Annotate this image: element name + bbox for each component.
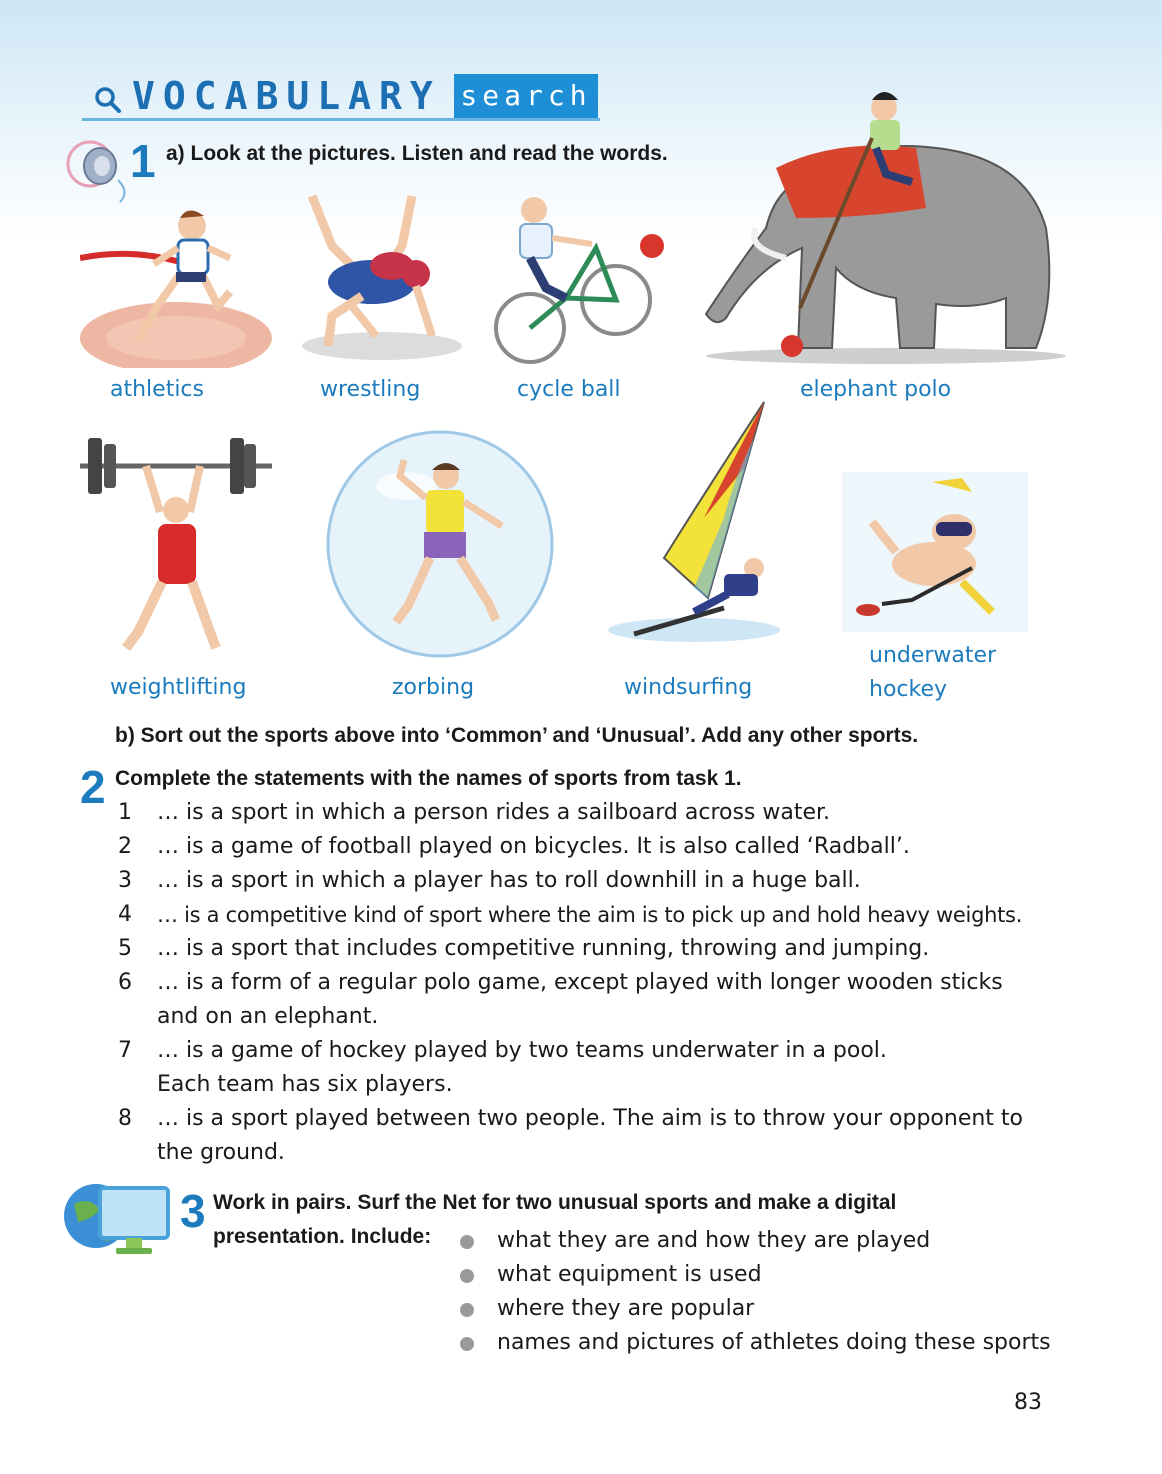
vocabulary-header xyxy=(82,72,602,120)
search-tag: search xyxy=(454,74,598,118)
windsurfing-picture xyxy=(604,398,790,646)
page-number: 83 xyxy=(1014,1390,1042,1415)
athletics-picture xyxy=(80,188,272,368)
task-1-instruction-a: a) Look at the pictures. Listen and read the words. xyxy=(166,142,668,165)
task-3-instruction-line2: presentation. Include: xyxy=(213,1225,432,1248)
statement-number: 6 xyxy=(118,970,132,995)
bullet-text: names and pictures of athletes doing these sports xyxy=(497,1330,1051,1355)
zorbing-picture xyxy=(312,426,568,664)
label-wrestling: wrestling xyxy=(320,377,421,402)
statement-number: 1 xyxy=(118,800,132,825)
task-2-instruction: Complete the statements with the names of sports from task 1. xyxy=(115,767,742,790)
search-icon xyxy=(94,86,122,114)
statement-text: the ground. xyxy=(157,1140,285,1165)
label-underwater-hockey-line1: underwater xyxy=(869,643,997,668)
statement-text: and on an elephant. xyxy=(157,1004,379,1029)
statement-number: 3 xyxy=(118,868,132,893)
statement-text: Each team has six players. xyxy=(157,1072,453,1097)
bullet-icon xyxy=(460,1303,474,1317)
underwater-hockey-picture xyxy=(842,472,1028,632)
bullet-text: where they are popular xyxy=(497,1296,755,1321)
statement-number: 2 xyxy=(118,834,132,859)
task-3-number: 3 xyxy=(180,1185,206,1237)
bullet-icon xyxy=(460,1269,474,1283)
statement-number: 7 xyxy=(118,1038,132,1063)
vocabulary-title: VOCABULARY xyxy=(132,74,441,118)
wrestling-picture xyxy=(292,186,466,366)
statement-text: … is a game of football played on bicycles. It is also called ‘Radball’. xyxy=(157,834,910,859)
elephant-polo-picture xyxy=(686,78,1066,368)
label-underwater-hockey-line2: hockey xyxy=(869,677,948,702)
task-1-number: 1 xyxy=(130,135,156,187)
statement-number: 8 xyxy=(118,1106,132,1131)
statement-text: … is a sport played between two people. The aim is to throw your opponent to xyxy=(157,1106,1024,1131)
label-elephant-polo: elephant polo xyxy=(800,377,952,402)
statement-text: … is a sport in which a person rides a sailboard across water. xyxy=(157,800,831,825)
task-3-instruction-line1: Work in pairs. Surf the Net for two unusual sports and make a digital xyxy=(213,1191,897,1214)
bullet-icon xyxy=(460,1235,474,1249)
header-underline xyxy=(82,118,600,121)
statement-text: … is a form of a regular polo game, except played with longer wooden sticks xyxy=(157,970,1003,995)
label-windsurfing: windsurfing xyxy=(624,675,753,700)
statement-number: 4 xyxy=(118,902,132,927)
label-zorbing: zorbing xyxy=(392,675,475,700)
statement-number: 5 xyxy=(118,936,132,961)
cycle-ball-picture xyxy=(486,188,674,368)
statement-text: … is a sport in which a player has to roll downhill in a huge ball. xyxy=(157,868,861,893)
statement-text: … is a game of hockey played by two teams underwater in a pool. xyxy=(157,1038,887,1063)
bullet-text: what equipment is used xyxy=(497,1262,762,1287)
task-2-number: 2 xyxy=(80,761,106,813)
bullet-icon xyxy=(460,1337,474,1351)
globe-computer-icon xyxy=(60,1176,174,1258)
label-athletics: athletics xyxy=(110,377,204,402)
label-weightlifting: weightlifting xyxy=(110,675,247,700)
label-cycle-ball: cycle ball xyxy=(517,377,621,402)
bullet-text: what they are and how they are played xyxy=(497,1228,931,1253)
statement-text: … is a competitive kind of sport where the aim is to pick up and hold heavy weights. xyxy=(157,903,1023,927)
task-1-instruction-b: b) Sort out the sports above into ‘Common’ and ‘Unusual’. Add any other sports. xyxy=(115,724,919,747)
weightlifting-picture xyxy=(80,432,272,662)
statement-text: … is a sport that includes competitive running, throwing and jumping. xyxy=(157,936,930,961)
